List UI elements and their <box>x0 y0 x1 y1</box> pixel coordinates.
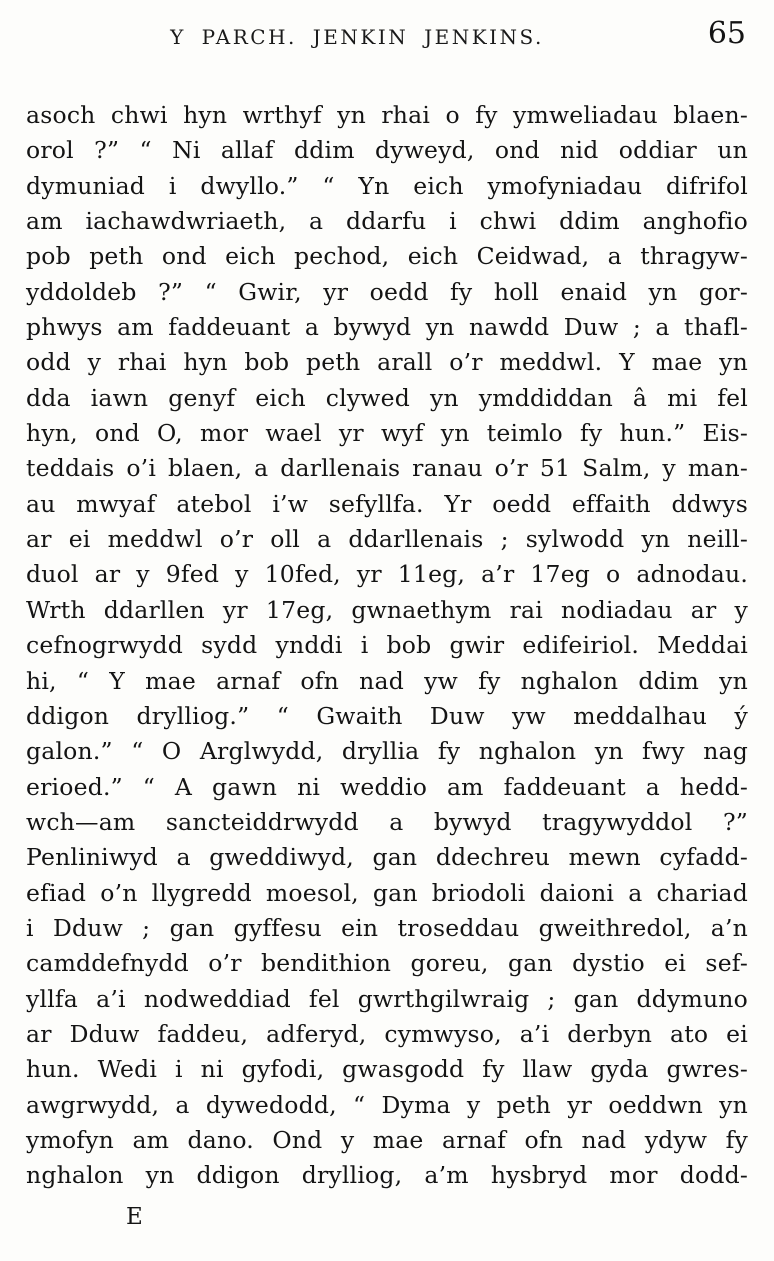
text-line: pob peth ond eich pechod, eich Ceidwad, a thragyw- <box>26 242 748 271</box>
signature-mark: E <box>126 1204 143 1230</box>
text-line: galon.” “ O Arglwydd, dryllia fy nghalon yn fwy nag <box>26 737 748 766</box>
text-line: au mwyaf atebol i’w sefyllfa. Yr oedd effaith ddwys <box>26 489 748 518</box>
text-line: ddigon drylliog.” “ Gwaith Duw yw meddalhau ý <box>26 701 748 730</box>
text-line: ar ei meddwl o’r oll a ddarllenais ; sylwodd yn neill- <box>26 525 748 554</box>
text-line: am iachawdwriaeth, a ddarfu i chwi ddim anghofio <box>26 207 748 236</box>
text-line: erioed.” “ A gawn ni weddio am faddeuant a hedd- <box>26 772 748 801</box>
text-line: nghalon yn ddigon drylliog, a’m hysbryd mor dodd- <box>26 1161 748 1190</box>
text-line: awgrwydd, a dywedodd, “ Dyma y peth yr oeddwn yn <box>26 1090 748 1119</box>
body-text <box>26 98 748 1194</box>
text-line: Wrth ddarllen yr 17eg, gwnaethym rai nodiadau ar y <box>26 595 748 624</box>
text-line: wch—am sancteiddrwydd a bywyd tragywyddol ?” <box>26 807 748 836</box>
text-line: Penliniwyd a gweddiwyd, gan ddechreu mewn cyfadd- <box>26 843 748 872</box>
text-line: orol ?” “ Ni allaf ddim dyweyd, ond nid oddiar un <box>26 136 748 165</box>
text-line: yddoldeb ?” “ Gwir, yr oedd fy holl enaid yn gor- <box>26 277 748 306</box>
text-line: hi, “ Y mae arnaf ofn nad yw fy nghalon ddim yn <box>26 666 748 695</box>
text-line: ymofyn am dano. Ond y mae arnaf ofn nad ydyw fy <box>26 1125 748 1154</box>
text-line: asoch chwi hyn wrthyf yn rhai o fy ymweliadau blaen- <box>26 101 748 129</box>
text-line: dymuniad i dwyllo.” “ Yn eich ymofyniadau difrifol <box>26 171 748 200</box>
text-line: hyn, ond O, mor wael yr wyf yn teimlo fy hun.” Eis- <box>26 419 748 448</box>
text-line: odd y rhai hyn bob peth arall o’r meddwl. Y mae yn <box>26 348 748 377</box>
text-line: hun. Wedi i ni gyfodi, gwasgodd fy llaw gyda gwres- <box>26 1055 748 1084</box>
text-line: i Dduw ; gan gyffesu ein troseddau gweithredol, a’n <box>26 913 748 942</box>
text-line: camddefnydd o’r bendithion goreu, gan dystio ei sef- <box>26 949 748 978</box>
text-line: phwys am faddeuant a bywyd yn nawdd Duw ; a thafl- <box>26 313 748 342</box>
text-line: yllfa a’i nodweddiad fel gwrthgilwraig ; gan ddymuno <box>26 984 748 1013</box>
text-line: cefnogrwydd sydd ynddi i bob gwir edifeiriol. Meddai <box>26 631 748 660</box>
text-line: teddais o’i blaen, a darllenais ranau o’r 51 Salm, y man- <box>26 454 748 483</box>
text-line: duol ar y 9fed y 10fed, yr 11eg, a’r 17eg o adnodau. <box>26 560 748 589</box>
text-line: ar Dduw faddeu, adferyd, cymwyso, a’i derbyn ato ei <box>26 1019 748 1048</box>
page-number: 65 <box>707 16 746 51</box>
text-line: dda iawn genyf eich clywed yn ymddiddan â mi fel <box>26 383 748 412</box>
running-title: Y PARCH. JENKIN JENKINS. <box>170 25 544 49</box>
text-line: efiad o’n llygredd moesol, gan briodoli daioni a chariad <box>26 878 748 907</box>
